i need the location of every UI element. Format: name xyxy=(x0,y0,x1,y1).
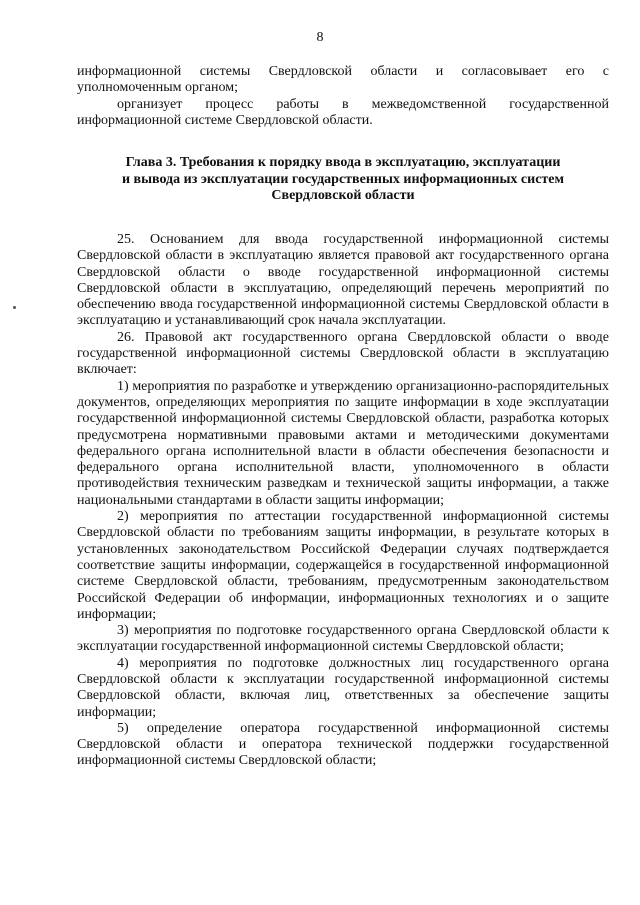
chapter-heading xyxy=(77,155,609,205)
paragraph-continuation: информационной системы Свердловской области и согласовывает его с уполномоченным органом; xyxy=(77,64,609,96)
clause-26: 26. Правовой акт государственного органа Свердловской области о вводе государственной информационной системы Свердловской области в эксплуатацию включает: xyxy=(77,329,609,378)
clause-26-item-2: 2) мероприятия по аттестации государственной информационной системы Свердловской области по требованиям защиты информации, в результате которых в установленных законодательством Российской Федерации случаях подтверждается соответствие защиты информации, содержащейся в государственной информационной системе Свердловской области, требованиям, предусмотренным законодательством Российской Федерации об информации, информационных технологиях и о защите информации; xyxy=(77,509,609,622)
clause-26-item-4: 4) мероприятия по подготовке должностных лиц государственного органа Свердловской области к эксплуатации государственной информационной системы Свердловской области, включая лиц, ответственных за обеспечение защиты информации; xyxy=(77,655,609,720)
clause-25: 25. Основанием для ввода государственной информационной системы Свердловской области в эксплуатацию является правовой акт государственного органа Свердловской области о вводе государственной информационной системы Свердловской области в эксплуатацию, определяющий перечень мероприятий по обеспечению ввода государственной информационной системы Свердловской области в эксплуатацию и устанавливающий срок начала эксплуатации. xyxy=(77,231,609,329)
margin-dot xyxy=(13,306,16,309)
chapter-heading-line-2: и вывода из эксплуатации государственных информационных систем xyxy=(121,171,565,187)
clause-26-item-1: 1) мероприятия по разработке и утверждению организационно-распорядительных документов, определяющих мероприятия по защите информации в ходе эксплуатации государственной информационной системы Свердловской области, разработка которых предусмотрена нормативными правовыми актами и методическими документами федерального органа исполнительной власти в области обеспечения безопасности и федерального органа исполнительной власти, уполномоченного в области противодействия техническим разведкам и технической защиты информации, а также национальными стандартами в области защиты информации; xyxy=(77,378,609,508)
clause-26-item-3: 3) мероприятия по подготовке государственного органа Свердловской области к эксплуатации государственной информационной системы Свердловской области; xyxy=(77,623,609,655)
chapter-heading-line-1: Глава 3. Требования к порядку ввода в эксплуатацию, эксплуатации xyxy=(125,155,561,171)
document-body xyxy=(77,64,609,770)
clause-26-item-5: 5) определение оператора государственной информационной системы Свердловской области и оператора технической поддержки государственной информационной системы Свердловской области; xyxy=(77,720,609,769)
chapter-heading-line-3: Свердловской области xyxy=(271,188,415,204)
page-number: 8 xyxy=(316,30,324,45)
paragraph-organizes: организует процесс работы в межведомственной государственной информационной системе Свердловской области. xyxy=(77,96,609,128)
